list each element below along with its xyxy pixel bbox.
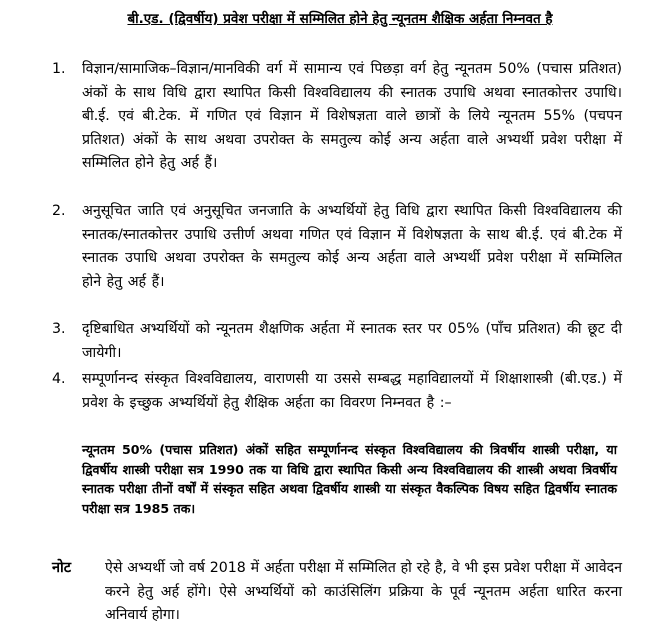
item-number: 2.: [52, 203, 66, 219]
item-text: विज्ञान/सामाजिक–विज्ञान/मानविकी वर्ग में सामान्य एवं पिछड़ा वर्ग हेतु न्यूनतम 50% (पचास प्रतिशत) अंकों के साथ विधि द्वारा स्थापित किसी विश्वविद्यालय की स्नातक उपाधि अथवा स्नातकोत्तर उपाधि। बी.ई. एवं बी.टेक. में गणित एवं विज्ञान में विशेषज्ञता वाले छात्रों के लिये न्यूनतम 55% (पचपन प्रतिशत) अंकों के साथ अथवा उपरोक्त के समतुल्य कोई अन्य अर्हता वाले अभ्यर्थी प्रवेश परीक्षा में सम्मिलित होने हेतु अर्ह हैं।: [82, 61, 622, 171]
eligibility-item-2: [52, 200, 622, 294]
document-heading: बी.एड. (द्विवर्षीय) प्रवेश परीक्षा में सम्मिलित होने हेतु न्यूनतम शैक्षिक अर्हता निम्नवत है: [127, 11, 553, 27]
eligibility-item-4: [52, 368, 622, 415]
item-text: दृष्टिबाधित अभ्यर्थियों को न्यूनतम शैक्षणिक अर्हता में स्नातक स्तर पर 05% (पाँच प्रतिशत) की छूट दी जायेगी।: [82, 321, 622, 361]
item-number: 1.: [52, 61, 66, 77]
eligibility-item-1: [52, 58, 622, 176]
note-label: नोट: [52, 560, 72, 576]
sanskrit-eligibility-details: न्यूनतम 50% (पचास प्रतिशत) अंकों सहित सम्पूर्णानन्द संस्कृत विश्वविद्यालय की त्रिवर्षीय शास्त्री परीक्षा, या द्विवर्षीय शास्त्री परीक्षा सत्र 1990 तक या विधि द्वारा स्थापित किसी अन्य विश्वविद्यालय की शास्त्री अथवा त्रिवर्षीय स्नातक परीक्षा तीनों वर्षों में संस्कृत सहित अथवा द्विवर्षीय शास्त्री या संस्कृत वैकल्पिक विषय सहित द्विवर्षीय स्नातक परीक्षा सत्र 1985 तक।: [82, 442, 617, 516]
item-text: सम्पूर्णानन्द संस्कृत विश्वविद्यालय, वाराणसी या उससे सम्बद्ध महाविद्यालयों में शिक्षाशास्त्री (बी.एड.) में प्रवेश के इच्छुक अभ्यर्थियों हेतु शैक्षिक अर्हता का विवरण निम्नवत है :–: [82, 371, 622, 411]
note-section: [52, 557, 622, 628]
item-number: 3.: [52, 321, 66, 337]
item-text: अनुसूचित जाति एवं अनुसूचित जनजाति के अभ्यर्थियों हेतु विधि द्वारा स्थापित किसी विश्वविद्यालय की स्नातक/स्नातकोत्तर उपाधि उत्तीर्ण अथवा गणित एवं विज्ञान में विशेषज्ञता के साथ बी.ई. एवं बी.टेक में स्नातक उपाधि अथवा उपरोक्त के समतुल्य कोई अन्य अर्हता वाले अभ्यर्थी प्रवेश परीक्षा में सम्मिलित होने हेतु अर्ह हैं।: [82, 203, 622, 290]
eligibility-item-3: [52, 318, 622, 365]
note-text: ऐसे अभ्यर्थी जो वर्ष 2018 में अर्हता परीक्षा में सम्मिलित हो रहे है, वे भी इस प्रवेश परीक्षा में आवेदन करने हेतु अर्ह होंगे। ऐसे अभ्यर्थियों को काउंसिलिंग प्रक्रिया के पूर्व न्यूनतम अर्हता धारित करना अनिवार्य होगा।: [105, 560, 622, 623]
item-number: 4.: [52, 371, 66, 387]
